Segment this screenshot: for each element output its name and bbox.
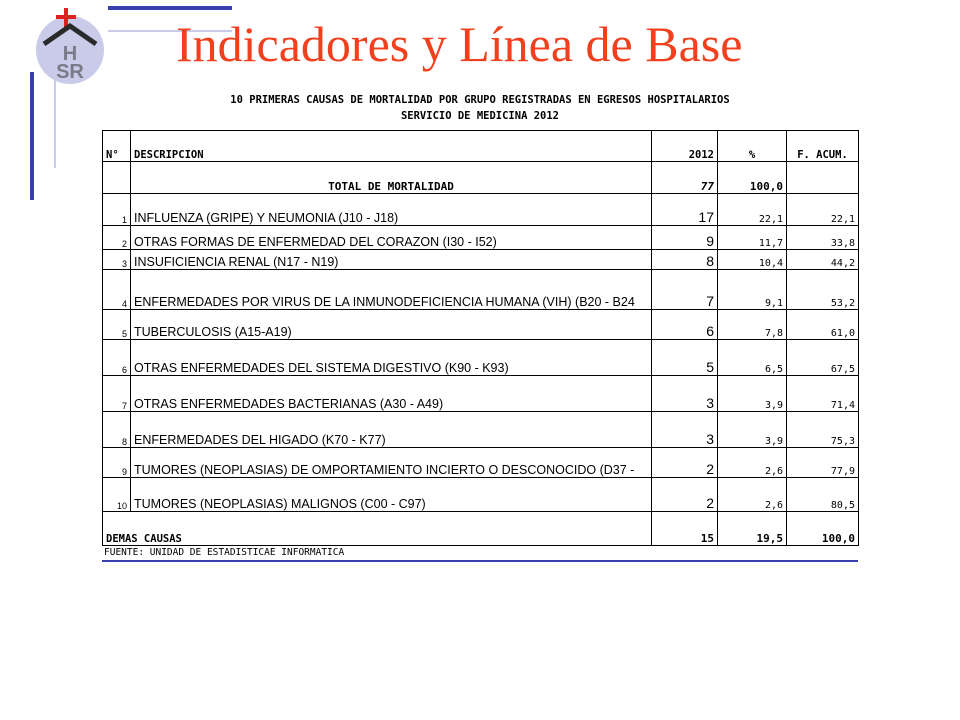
col-header-year: 2012 [652, 131, 718, 162]
total-row [103, 162, 859, 194]
row-number: 5 [103, 310, 131, 340]
table-row [103, 270, 859, 310]
total-percent: 100,0 [718, 162, 787, 194]
accent-bar-left [30, 72, 34, 200]
row-count: 3 [652, 376, 718, 412]
row-cumulative: 22,1 [787, 194, 859, 226]
row-description: OTRAS FORMAS DE ENFERMEDAD DEL CORAZON (I30 - I52) [131, 226, 652, 250]
row-count: 7 [652, 270, 718, 310]
row-description: TUMORES (NEOPLASIAS) MALIGNOS (C00 - C97) [131, 478, 652, 512]
table-row [103, 448, 859, 478]
row-description: INFLUENZA (GRIPE) Y NEUMONIA (J10 - J18) [131, 194, 652, 226]
mortality-table-sheet [102, 92, 858, 562]
row-number: 7 [103, 376, 131, 412]
hospital-logo [30, 6, 110, 88]
row-number: 4 [103, 270, 131, 310]
other-causes-row [103, 512, 859, 546]
table-heading-line1: 10 PRIMERAS CAUSAS DE MORTALIDAD POR GRUPO REGISTRADAS EN EGRESOS HOSPITALARIOS [230, 94, 730, 106]
table-row [103, 194, 859, 226]
table-row [103, 226, 859, 250]
other-causes-label: DEMAS CAUSAS [103, 512, 652, 546]
table-row [103, 250, 859, 270]
row-number: 2 [103, 226, 131, 250]
row-cumulative: 44,2 [787, 250, 859, 270]
row-count: 5 [652, 340, 718, 376]
table-heading-line2: SERVICIO DE MEDICINA 2012 [400, 110, 560, 122]
other-causes-cumulative: 100,0 [787, 512, 859, 546]
row-description: OTRAS ENFERMEDADES BACTERIANAS (A30 - A49) [131, 376, 652, 412]
row-percent: 3,9 [718, 412, 787, 448]
row-count: 3 [652, 412, 718, 448]
other-causes-count: 15 [652, 512, 718, 546]
row-count: 8 [652, 250, 718, 270]
other-causes-percent: 19,5 [718, 512, 787, 546]
table-row [103, 376, 859, 412]
row-cumulative: 61,0 [787, 310, 859, 340]
table-row [103, 412, 859, 448]
source-underline [102, 560, 858, 562]
row-description: TUMORES (NEOPLASIAS) DE OMPORTAMIENTO INCIERTO O DESCONOCIDO (D37 - [131, 448, 652, 478]
row-percent: 22,1 [718, 194, 787, 226]
row-number: 8 [103, 412, 131, 448]
mortality-table [102, 130, 859, 546]
row-percent: 3,9 [718, 376, 787, 412]
row-number: 1 [103, 194, 131, 226]
accent-bar-top [108, 6, 232, 10]
col-header-cumulative: F. ACUM. [787, 131, 859, 162]
row-cumulative: 71,4 [787, 376, 859, 412]
table-row [103, 310, 859, 340]
total-cumulative [787, 162, 859, 194]
svg-text:SR: SR [56, 61, 84, 83]
table-header-row [103, 131, 859, 162]
row-count: 17 [652, 194, 718, 226]
row-count: 2 [652, 478, 718, 512]
row-percent: 2,6 [718, 448, 787, 478]
col-header-percent: % [718, 131, 787, 162]
row-cumulative: 75,3 [787, 412, 859, 448]
row-description: OTRAS ENFERMEDADES DEL SISTEMA DIGESTIVO (K90 - K93) [131, 340, 652, 376]
row-cumulative: 67,5 [787, 340, 859, 376]
table-source: FUENTE: UNIDAD DE ESTADISTICAE INFORMATICA [104, 547, 345, 558]
row-number: 9 [103, 448, 131, 478]
row-number: 3 [103, 250, 131, 270]
row-description: INSUFICIENCIA RENAL (N17 - N19) [131, 250, 652, 270]
row-count: 9 [652, 226, 718, 250]
row-count: 2 [652, 448, 718, 478]
row-cumulative: 33,8 [787, 226, 859, 250]
row-description: ENFERMEDADES DEL HIGADO (K70 - K77) [131, 412, 652, 448]
row-percent: 2,6 [718, 478, 787, 512]
row-percent: 9,1 [718, 270, 787, 310]
col-header-number: N° [103, 131, 131, 162]
row-number: 6 [103, 340, 131, 376]
row-cumulative: 80,5 [787, 478, 859, 512]
row-cumulative: 53,2 [787, 270, 859, 310]
cause-rows [103, 194, 859, 512]
row-percent: 10,4 [718, 250, 787, 270]
table-row [103, 340, 859, 376]
total-number-cell [103, 162, 131, 194]
col-header-description: DESCRIPCION [131, 131, 652, 162]
row-description: ENFERMEDADES POR VIRUS DE LA INMUNODEFICIENCIA HUMANA (VIH) (B20 - B24 [131, 270, 652, 310]
row-description: TUBERCULOSIS (A15-A19) [131, 310, 652, 340]
row-cumulative: 77,9 [787, 448, 859, 478]
row-percent: 7,8 [718, 310, 787, 340]
row-percent: 11,7 [718, 226, 787, 250]
svg-text:H: H [62, 43, 78, 65]
slide-title: Indicadores y Línea de Base [176, 16, 743, 72]
row-percent: 6,5 [718, 340, 787, 376]
total-count: 77 [652, 162, 718, 194]
row-count: 6 [652, 310, 718, 340]
table-row [103, 478, 859, 512]
total-label: TOTAL DE MORTALIDAD [131, 162, 652, 194]
row-number: 10 [103, 478, 131, 512]
